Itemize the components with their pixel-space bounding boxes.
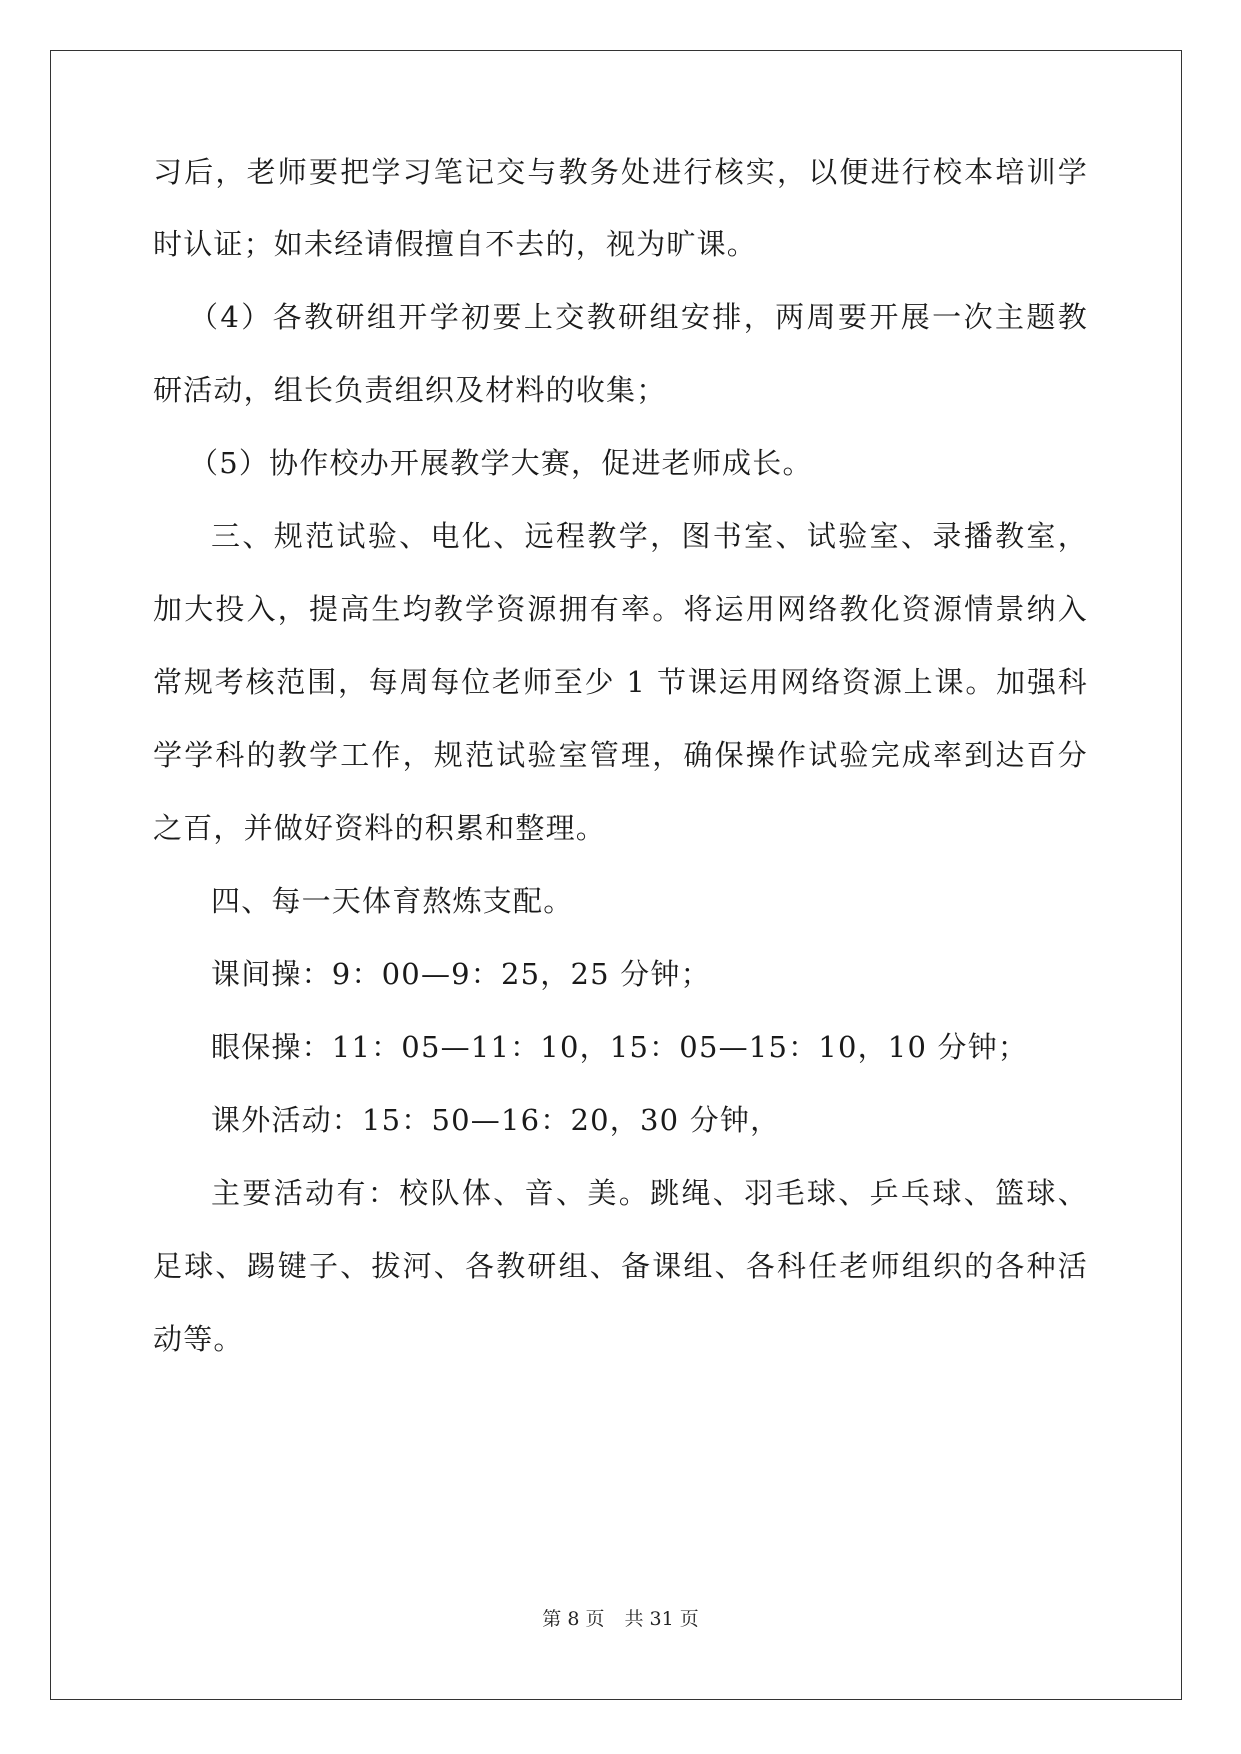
text-line-14: 课外活动：15：50—16：20，30 分钟， [211, 1103, 781, 1137]
text-line-5: （5）协作校办开展教学大赛，促进老师成长。 [189, 446, 813, 480]
text-line-8: 常规考核范围，每周每位老师至少 1 节课运用网络资源上课。加强科 [153, 665, 1088, 699]
text-line-16: 足球、踢键子、拔河、各教研组、备课组、各科任老师组织的各种活 [153, 1249, 1088, 1283]
text-line-13: 眼保操：11：05—11：10，15：05—15：10，10 分钟； [211, 1030, 1029, 1064]
text-line-3: （4）各教研组开学初要上交教研组安排，两周要开展一次主题教 [189, 300, 1088, 334]
text-line-10: 之百，并做好资料的积累和整理。 [153, 811, 607, 845]
page-total: 共 31 页 [624, 1608, 699, 1630]
text-line-2: 时认证；如未经请假擅自不去的，视为旷课。 [153, 227, 758, 261]
text-line-11: 四、每一天体育熬炼支配。 [211, 884, 574, 918]
text-line-12: 课间操：9：00—9：25，25 分钟； [211, 957, 711, 991]
text-line-9: 学学科的教学工作，规范试验室管理，确保操作试验完成率到达百分 [153, 738, 1088, 772]
text-line-7: 加大投入，提高生均教学资源拥有率。将运用网络教化资源情景纳入 [153, 592, 1088, 626]
text-line-4: 研活动，组长负责组织及材料的收集； [153, 373, 667, 407]
page-number: 第 8 页 [542, 1608, 605, 1630]
page-footer [0, 1606, 1241, 1632]
text-line-17: 动等。 [153, 1322, 244, 1356]
text-line-1: 习后，老师要把学习笔记交与教务处进行核实，以便进行校本培训学 [153, 155, 1088, 189]
text-line-15: 主要活动有：校队体、音、美。跳绳、羽毛球、乒乓球、篮球、 [211, 1176, 1088, 1210]
text-line-6: 三、规范试验、电化、远程教学，图书室、试验室、录播教室， [211, 519, 1088, 553]
